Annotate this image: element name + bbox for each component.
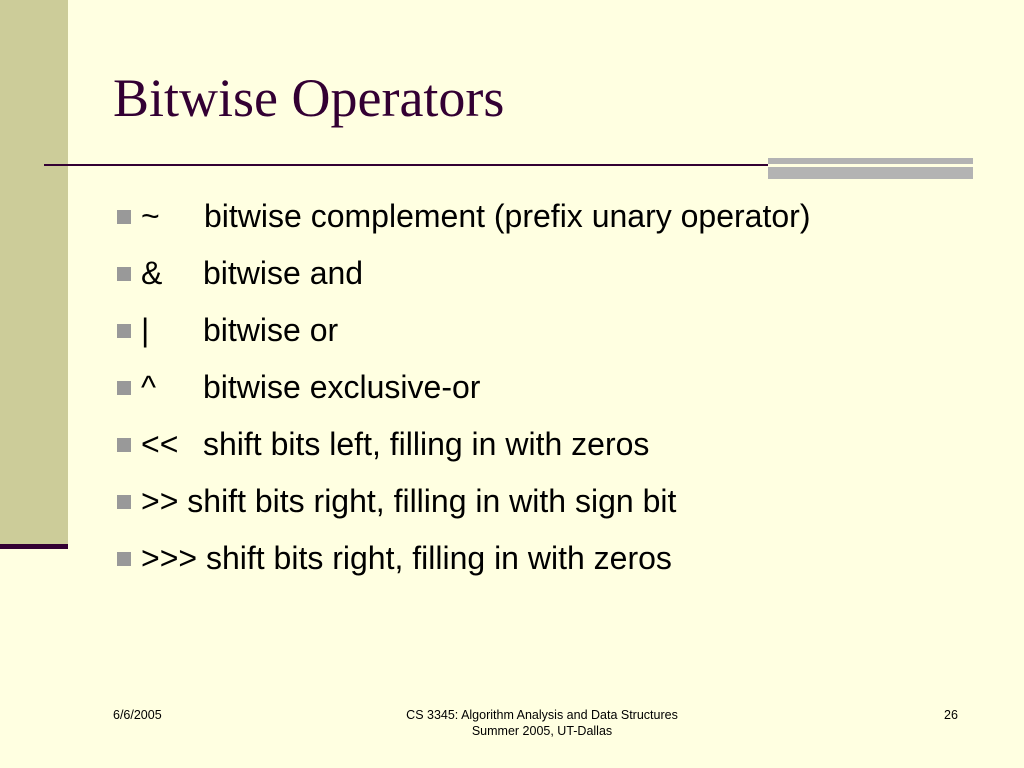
left-decorative-bar: [0, 0, 68, 548]
list-item: [114, 416, 810, 473]
square-bullet-icon: [117, 552, 131, 566]
list-item: [114, 245, 810, 302]
operator-symbol: >>>: [141, 540, 198, 576]
operator-symbol: ^: [141, 369, 157, 405]
operator-description: bitwise and: [203, 255, 364, 291]
list-item: [114, 473, 810, 530]
list-item: [114, 302, 810, 359]
list-item: [114, 188, 810, 245]
slide-number: 26: [944, 708, 958, 722]
operator-description: shift bits right, filling in with zeros: [205, 540, 672, 576]
operator-description: bitwise exclusive-or: [203, 369, 481, 405]
square-bullet-icon: [117, 324, 131, 338]
operator-symbol: >>: [141, 483, 179, 519]
footer-course-term: Summer 2005, UT-Dallas: [471, 724, 613, 738]
operator-description: shift bits left, filling in with zeros: [203, 426, 650, 462]
square-bullet-icon: [117, 210, 131, 224]
footer-course-title: CS 3345: Algorithm Analysis and Data Structures: [406, 708, 678, 722]
square-bullet-icon: [117, 495, 131, 509]
list-item: [114, 530, 810, 587]
footer-course-info: [406, 707, 678, 739]
footer-date: 6/6/2005: [113, 708, 162, 722]
operator-symbol: &: [141, 255, 163, 291]
slide-title: Bitwise Operators: [113, 68, 505, 128]
square-bullet-icon: [117, 381, 131, 395]
square-bullet-icon: [117, 267, 131, 281]
operator-description: bitwise or: [203, 312, 339, 348]
operator-symbol: <<: [141, 426, 179, 462]
operator-description: shift bits right, filling in with sign bit: [187, 483, 677, 519]
left-bar-accent-line: [0, 544, 68, 549]
square-bullet-icon: [117, 438, 131, 452]
bullet-list: [114, 188, 810, 587]
title-underline-accent-block: [768, 158, 973, 179]
list-item: [114, 359, 810, 416]
operator-description: bitwise complement (prefix unary operator): [204, 198, 811, 234]
operator-symbol: ~: [141, 198, 160, 234]
operator-symbol: |: [141, 312, 150, 348]
